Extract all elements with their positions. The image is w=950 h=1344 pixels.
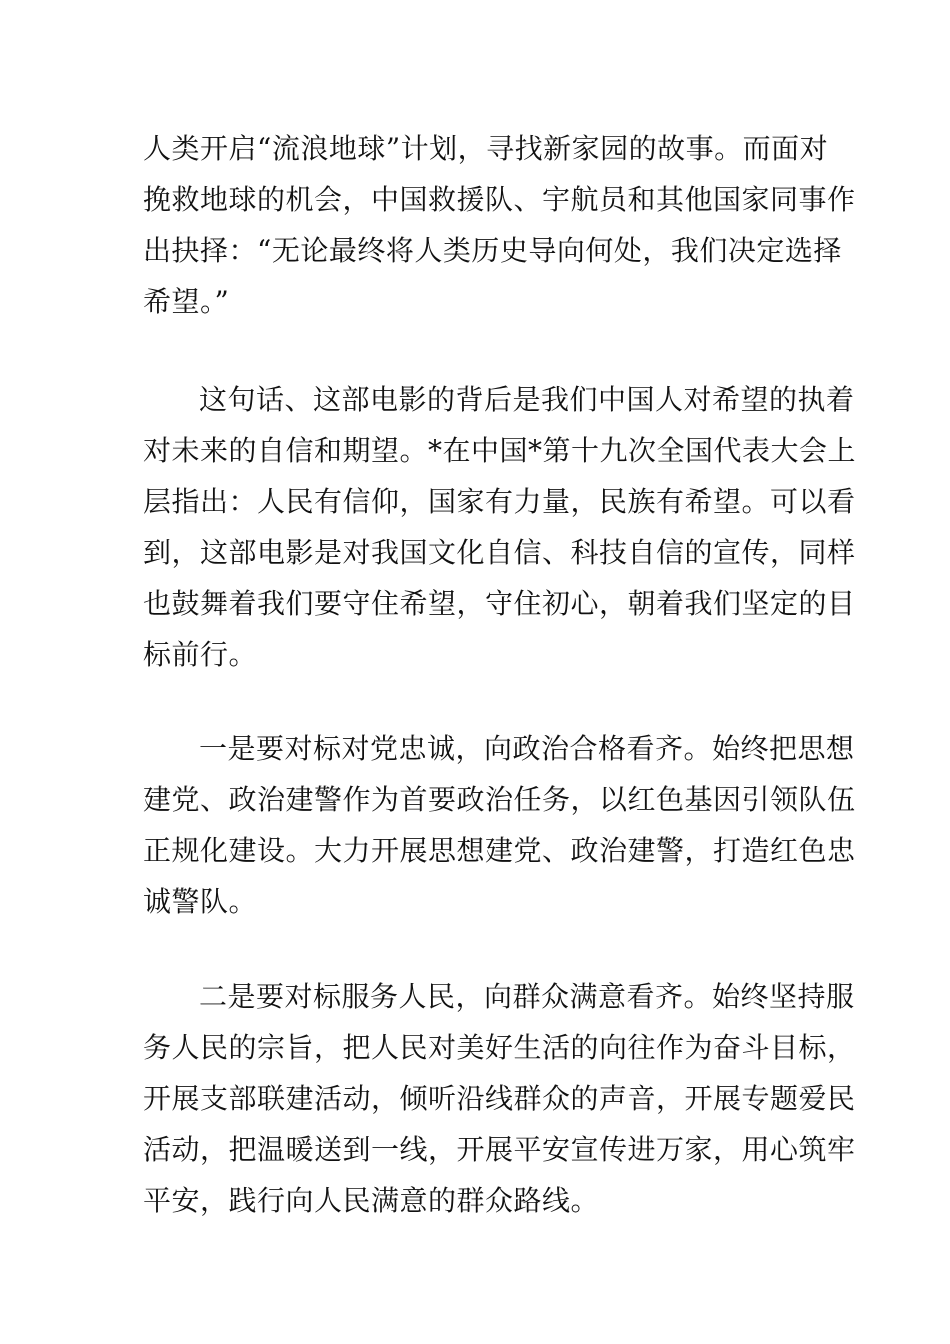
text-line: 活动，把温暖送到一线，开展平安宣传进万家，用心筑牢 bbox=[143, 1133, 856, 1166]
text-line: 正规化建设。大力开展思想建党、政治建警，打造红色忠 bbox=[143, 834, 856, 867]
text-line: 也鼓舞着我们要守住希望，守住初心，朝着我们坚定的目 bbox=[143, 587, 856, 620]
text-line: 开展支部联建活动，倾听沿线群众的声音，开展专题爱民 bbox=[143, 1082, 856, 1115]
text-line: 人类开启“流浪地球”计划，寻找新家园的故事。而面对 bbox=[143, 132, 829, 165]
text-line: 务人民的宗旨，把人民对美好生活的向往作为奋斗目标， bbox=[143, 1031, 856, 1064]
paragraph-1 bbox=[143, 123, 856, 327]
paragraph-4 bbox=[143, 971, 856, 1226]
text-line: 挽救地球的机会，中国救援队、宇航员和其他国家同事作 bbox=[143, 183, 856, 216]
text-line: 出抉择：“无论最终将人类历史导向何处，我们决定选择 bbox=[143, 234, 842, 267]
text-line: 标前行。 bbox=[143, 638, 258, 671]
text-line: 诚警队。 bbox=[143, 885, 258, 918]
text-line: 这句话、这部电影的背后是我们中国人对希望的执着 bbox=[199, 383, 855, 416]
text-line: 层指出：人民有信仰，国家有力量，民族有希望。可以看 bbox=[143, 485, 856, 518]
text-line: 对未来的自信和期望。*在中国*第十九次全国代表大会上 bbox=[143, 434, 857, 467]
text-line: 一是要对标对党忠诚，向政治合格看齐。始终把思想 bbox=[199, 732, 855, 765]
text-line: 二是要对标服务人民，向群众满意看齐。始终坚持服 bbox=[199, 980, 855, 1013]
text-line: 平安，践行向人民满意的群众路线。 bbox=[143, 1184, 600, 1217]
paragraph-2 bbox=[143, 374, 857, 680]
text-line: 到，这部电影是对我国文化自信、科技自信的宣传，同样 bbox=[143, 536, 856, 569]
text-line: 建党、政治建警作为首要政治任务，以红色基因引领队伍 bbox=[143, 783, 856, 816]
paragraph-3 bbox=[143, 723, 856, 927]
text-line: 希望。” bbox=[143, 285, 230, 318]
